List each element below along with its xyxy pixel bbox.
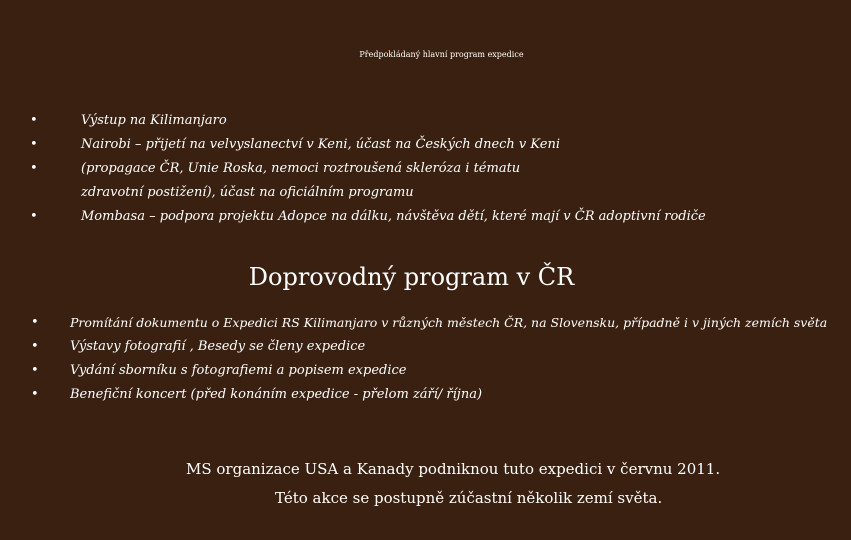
bullet-icon: • — [31, 387, 39, 402]
main-program-item-text: (propagace ČR, Unie Roska, nemoci roztroušená skleróza i tématu — [81, 161, 521, 176]
main-program-item-text: Mombasa – podpora projektu Adopce na dálku, návštěva dětí, které mají v ČR adoptivní rodiče — [81, 209, 706, 224]
bullet-icon: • — [30, 137, 38, 152]
secondary-program-title: Doprovodný program v ČR — [248, 263, 575, 291]
secondary-program-item-text: Výstavy fotografií , Besedy se členy expedice — [70, 339, 366, 354]
bullet-icon: • — [31, 363, 39, 378]
secondary-program-item-4 — [31, 383, 827, 407]
secondary-program-item-text: Promítání dokumentu o Expedici RS Kilimanjaro v různých městech ČR, na Slovensku, případně i v jiných zemích světa — [70, 315, 828, 330]
secondary-program-item-1 — [31, 311, 828, 335]
bullet-icon: • — [31, 315, 39, 330]
main-program-item-text: zdravotní postižení), účast na oficiálním programu — [81, 185, 414, 200]
main-program-item-continuation — [81, 181, 706, 205]
main-program-item-1 — [30, 109, 706, 133]
main-program-title: Předpokládaný hlavní program expedice — [359, 50, 524, 59]
secondary-program-item-text: Benefiční koncert (před konáním expedice - přelom září/ října) — [70, 387, 483, 402]
secondary-program-item-3 — [31, 359, 827, 383]
bullet-icon: • — [30, 161, 38, 176]
main-program-item-text: Nairobi – přijetí na velvyslanectví v Keni, účast na Českých dnech v Keni — [81, 137, 560, 152]
footer-note-line-1: MS organizace USA a Kanady podniknou tuto expedici v červnu 2011. — [186, 460, 721, 478]
bullet-icon: • — [31, 339, 39, 354]
main-program-list — [30, 109, 706, 229]
main-program-item-text: Výstup na Kilimanjaro — [81, 113, 227, 128]
main-program-item-3 — [30, 157, 706, 181]
secondary-program-item-2 — [31, 335, 827, 359]
main-program-item-2 — [30, 133, 706, 157]
bullet-icon: • — [30, 113, 38, 128]
main-program-item-4 — [30, 205, 706, 229]
bullet-icon: • — [30, 209, 38, 224]
footer-note-line-2: Této akce se postupně zúčastní několik zemí světa. — [275, 489, 663, 507]
secondary-program-list — [31, 311, 828, 407]
secondary-program-item-text: Vydání sborníku s fotografiemi a popisem expedice — [70, 363, 407, 378]
